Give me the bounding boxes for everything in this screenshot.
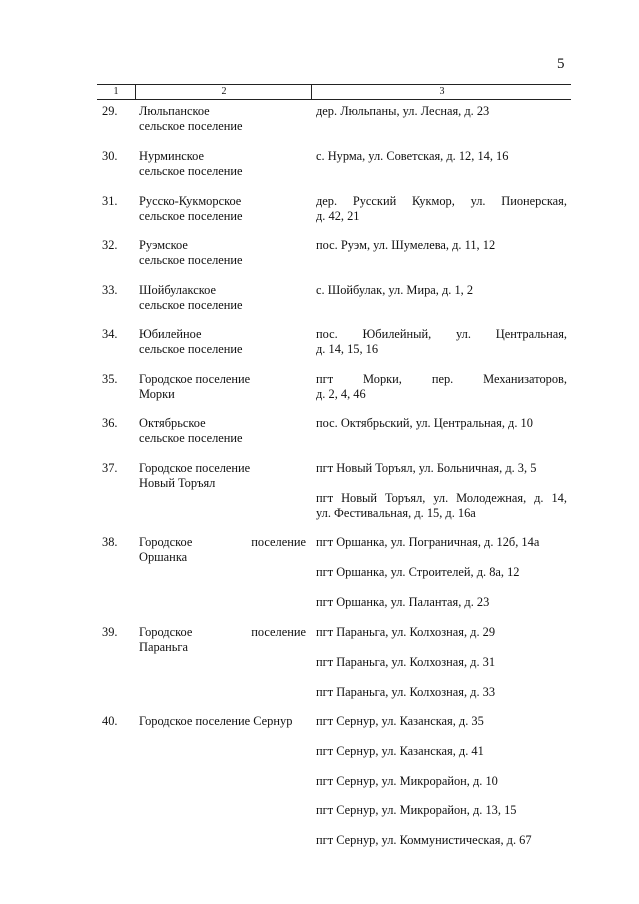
settlement-name-line: Русско-Кукморское	[139, 194, 242, 208]
row-number: 30.	[102, 149, 118, 163]
address-entry	[316, 238, 567, 253]
settlement-name-line: сельское поселение	[139, 342, 243, 356]
address-entry	[316, 491, 567, 521]
settlement-name	[139, 194, 306, 224]
row-number: 34.	[102, 327, 118, 341]
settlement-name-line: Октябрьское	[139, 416, 206, 430]
settlement-name-line: Морки	[139, 387, 175, 401]
address-line: пгт Сернур, ул. Коммунистическая, д. 67	[316, 833, 532, 847]
address-line: пгт Новый Торъял, ул. Больничная, д. 3, 5	[316, 461, 537, 475]
address-line: д. 14, 15, 16	[316, 342, 379, 356]
address-line: пгт Сернур, ул. Казанская, д. 35	[316, 714, 484, 728]
address-line: пгт Сернур, ул. Микрорайон, д. 10	[316, 774, 498, 788]
address-entry	[316, 535, 567, 550]
address-line: пос. Юбилейный, ул. Центральная,	[316, 327, 567, 341]
address-line: д. 2, 4, 46	[316, 387, 366, 401]
settlement-name-line: Городское поселение	[139, 461, 251, 475]
row-number: 29.	[102, 104, 118, 118]
address-entry	[316, 372, 567, 402]
settlement-name-line: сельское поселение	[139, 119, 243, 133]
address-line: ул. Фестивальная, д. 15, д. 16а	[316, 506, 476, 520]
address-entry	[316, 327, 567, 357]
settlement-name-line: сельское поселение	[139, 209, 243, 223]
address-entry	[316, 744, 567, 759]
address-line: пгт Оршанка, ул. Палантая, д. 23	[316, 595, 490, 609]
address-entry	[316, 774, 567, 789]
settlement-name-line: сельское поселение	[139, 298, 243, 312]
settlement-name-line: Юбилейное	[139, 327, 202, 341]
address-line: пгт Оршанка, ул. Пограничная, д. 12б, 14а	[316, 535, 540, 549]
settlement-name-line: Оршанка	[139, 550, 188, 564]
settlement-name-line: Городское поселение Сернур	[139, 714, 293, 728]
settlement-name	[139, 416, 306, 446]
settlement-name-line: Новый Торъял	[139, 476, 216, 490]
settlement-name-line: сельское поселение	[139, 431, 243, 445]
settlement-name	[139, 283, 306, 313]
settlement-name-line: Люльпанское	[139, 104, 210, 118]
address-line: пгт Оршанка, ул. Строителей, д. 8а, 12	[316, 565, 520, 579]
settlement-name	[139, 327, 306, 357]
column-header-3: 3	[311, 85, 572, 99]
row-number: 39.	[102, 625, 118, 639]
settlement-name	[139, 372, 306, 402]
settlement-name-line: Шойбулакское	[139, 283, 216, 297]
address-line: пос. Октябрьский, ул. Центральная, д. 10	[316, 416, 533, 430]
address-line: с. Нурма, ул. Советская, д. 12, 14, 16	[316, 149, 509, 163]
address-line: дер. Люльпаны, ул. Лесная, д. 23	[316, 104, 490, 118]
address-line: пос. Руэм, ул. Шумелева, д. 11, 12	[316, 238, 496, 252]
settlement-name-line: сельское поселение	[139, 253, 243, 267]
address-entry	[316, 104, 567, 119]
address-line: пгт Параньга, ул. Колхозная, д. 33	[316, 685, 496, 699]
settlement-name-line: Руэмское	[139, 238, 188, 252]
settlement-name-line: Нурминское	[139, 149, 204, 163]
address-line: д. 42, 21	[316, 209, 360, 223]
address-entry	[316, 833, 567, 848]
column-header-2: 2	[135, 85, 312, 99]
settlement-name-line: сельское поселение	[139, 164, 243, 178]
row-number: 33.	[102, 283, 118, 297]
address-entry	[316, 194, 567, 224]
page-number: 5	[557, 56, 565, 72]
table-column-header	[97, 84, 571, 100]
address-entry	[316, 685, 567, 700]
settlement-name-line: Параньга	[139, 640, 189, 654]
row-number: 40.	[102, 714, 118, 728]
row-number: 38.	[102, 535, 118, 549]
address-entry	[316, 714, 567, 729]
address-entry	[316, 461, 567, 476]
address-line: пгт Сернур, ул. Микрорайон, д. 13, 15	[316, 803, 517, 817]
address-line: пгт Морки, пер. Механизаторов,	[316, 372, 567, 386]
address-entry	[316, 283, 567, 298]
address-line: пгт Параньга, ул. Колхозная, д. 31	[316, 655, 496, 669]
address-entry	[316, 416, 567, 431]
address-entry	[316, 625, 567, 640]
address-line: дер. Русский Кукмор, ул. Пионерская,	[316, 194, 567, 208]
settlement-name	[139, 625, 306, 655]
settlement-name-line: Городское поселение	[139, 535, 306, 549]
settlement-name	[139, 104, 306, 134]
row-number: 31.	[102, 194, 118, 208]
row-number: 36.	[102, 416, 118, 430]
settlement-name	[139, 238, 306, 268]
address-line: пгт Параньга, ул. Колхозная, д. 29	[316, 625, 496, 639]
settlement-name-line: Городское поселение	[139, 625, 306, 639]
address-entry	[316, 655, 567, 670]
address-entry	[316, 595, 567, 610]
row-number: 37.	[102, 461, 118, 475]
address-entry	[316, 565, 567, 580]
settlement-name-line: Городское поселение	[139, 372, 251, 386]
address-entry	[316, 803, 567, 818]
row-number: 35.	[102, 372, 118, 386]
column-header-1: 1	[113, 86, 119, 97]
settlement-name	[139, 149, 306, 179]
address-line: с. Шойбулак, ул. Мира, д. 1, 2	[316, 283, 474, 297]
address-line: пгт Сернур, ул. Казанская, д. 41	[316, 744, 484, 758]
address-entry	[316, 149, 567, 164]
address-line: пгт Новый Торъял, ул. Молодежная, д. 14,	[316, 491, 567, 505]
settlement-name	[139, 535, 306, 565]
settlement-name	[139, 461, 306, 491]
settlement-name	[139, 714, 306, 729]
row-number: 32.	[102, 238, 118, 252]
